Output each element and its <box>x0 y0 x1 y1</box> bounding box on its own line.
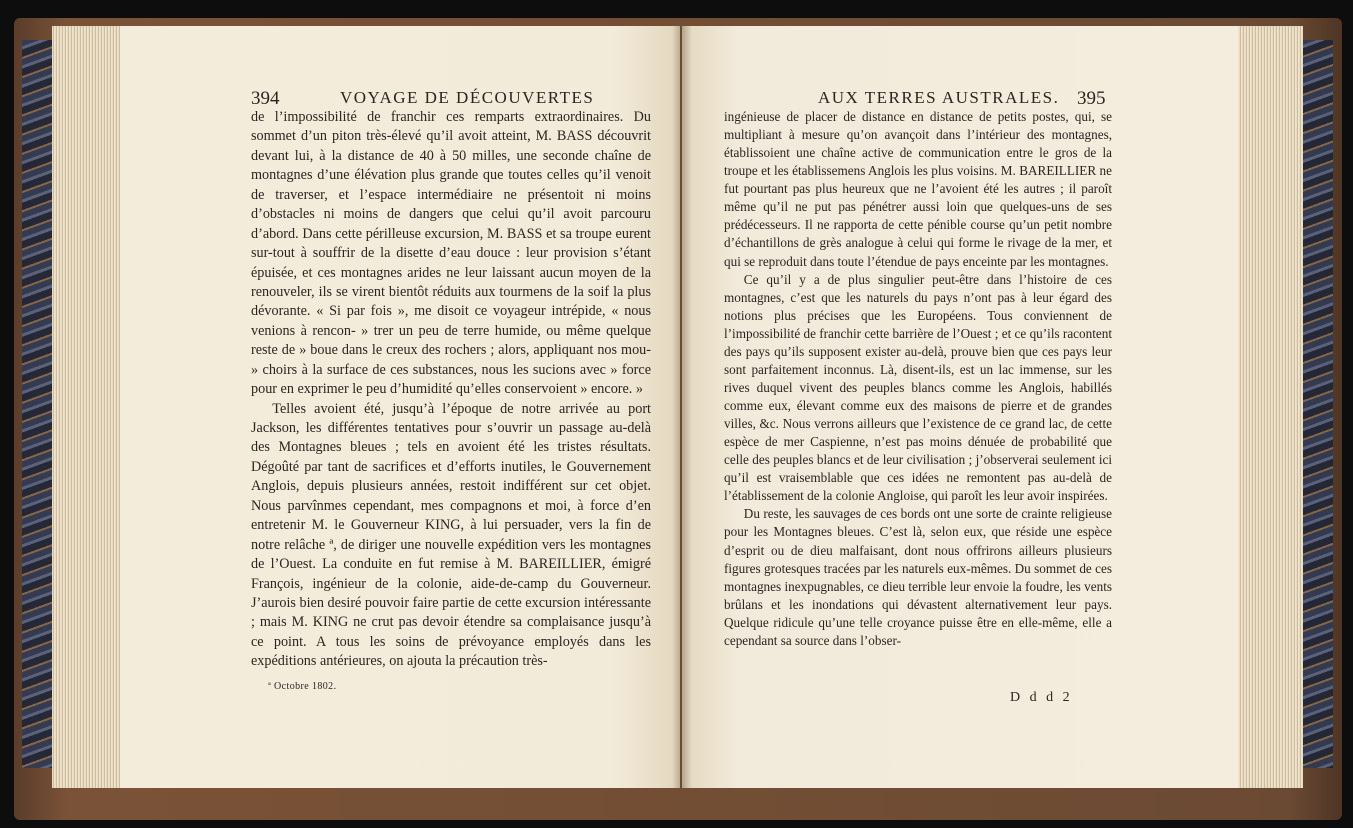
right-paragraph-2: Ce qu’il y a de plus singulier peut-être dans l’histoire de ces montagnes, c’est que les naturels du pays n’ont pas à leur égard des notions plus précises que les Européens. Tous conviennent de l’impossibilité de franchir cette barrière de l’Ouest ; et ce qu’ils racontent des pays qu’ils supposent exister au-delà, prouve bien que ces pays leur sont parfaitement inconnus. Là, disent-ils, est un lac immense, sur les rives duquel vivent des peuples blancs comme les Anglois, habillés comme eux, élevant comme eux des maisons de pierre et de grandes villes, &c. Nous verrons ailleurs que l’existence de ce grand lac, de cette espèce de mer Caspienne, n’est pas moins dénuée de probabilité que celle des peuples blancs et de leur civilisation ; j’observerai seulement ici qu’il est vraisemblable que ces idées ne remontent pas au-delà de l’établissement de la colonie Angloise, qui paroît les leur avoir inspirées. <box>724 271 1112 504</box>
left-running-head: VOYAGE DE DÉCOUVERTES <box>340 88 595 107</box>
left-paragraph-2: Telles avoient été, jusqu’à l’époque de notre arrivée au port Jackson, les différentes tentatives pour s’ouvrir un passage au-delà des Montagnes bleues ; tels en avoient été les tristes résultats. Dégoûté par tant de sacrifices et d’efforts inutiles, le Gouvernement Anglois, depuis plusieurs années, restoit indifférent sur cet objet. Nous parvînmes cependant, mes compagnons et moi, à force d’en entretenir M. le Gouverneur KING, à lui persuader, vers la fin de notre relâche ª, de diriger une nouvelle expédition vers les montagnes de l’Ouest. La conduite en fut remise à M. BAREILLIER, émigré François, ingénieur de la colonie, aide-de-camp du Gouverneur. J’aurois bien desiré pouvoir faire partie de cette excursion intéressante ; mais M. KING ne crut pas devoir étendre sa complaisance jusqu’à ce point. A tous les soins de prévoyance employés dans les expéditions antérieures, on ajouta la précaution très- <box>251 400 651 670</box>
right-page-number: 395 <box>1077 88 1106 109</box>
left-footnote: ª Octobre 1802. <box>268 681 337 692</box>
page-edges-right <box>1233 26 1303 788</box>
left-text-block <box>251 108 651 672</box>
left-page-number: 394 <box>251 88 280 109</box>
signature-mark: D d d 2 <box>1010 690 1073 705</box>
left-paragraph-1: de l’impossibilité de franchir ces remparts extraordinaires. Du sommet d’un piton très-élevé qu’il avoit atteint, M. BASS découvrit devant lui, à la distance de 40 à 50 milles, une seconde chaîne de montagnes d’une élévation plus grande que toutes celles qu’il venoit de traverser, et l’espace intermédiaire ne présentoit ni moins d’obstacles ni moins de dangers que celui qu’il avoit parcouru d’abord. Dans cette périlleuse excursion, M. BASS et sa troupe eurent sur-tout à souffrir de la disette d’eau douce : leur provision s’étant épuisée, et ces montagnes arides ne leur laissant aucun moyen de la renouveler, ils se virent bientôt réduits aux tourmens de la soif la plus dévorante. « Si par fois », me disoit ce voyageur intrépide, « nous venions à rencon- » trer un peu de terre humide, ou même quelque reste de » boue dans le creux des rochers ; alors, appliquant nos mou- » choirs à la surface de ces substances, nous les sucions avec » force pour en exprimer le peu d’humidité qu’elles conservoient » encore. » <box>251 109 651 398</box>
right-paragraph-1: ingénieuse de placer de distance en distance de petits postes, qui, se multipliant à mesure qu’on avançoit dans l’intérieur des montagnes, établissoient une chaîne active de communication entre le gros de la troupe et les établissemens Anglois les plus voisins. M. BAREILLIER ne fut pourtant pas plus heureux que ne l’avoient été les autres ; il paroît même qu’il ne put pas pénétrer aussi loin que quelques-uns de ses prédécesseurs. Il ne rapporta de cette pénible course qu’un petit nombre d’échantillons de grès analogue à celui qui forme le rivage de la mer, et qui se reproduit dans toute l’étendue de pays enceinte par les montagnes. <box>724 109 1112 269</box>
book-gutter <box>672 26 692 788</box>
right-running-head: AUX TERRES AUSTRALES. <box>818 88 1060 107</box>
right-text-block <box>724 108 1112 650</box>
page-edges-left <box>52 26 122 788</box>
marbled-endpaper-left <box>22 40 56 768</box>
right-paragraph-3: Du reste, les sauvages de ces bords ont une sorte de crainte religieuse pour les Montagnes bleues. C’est là, selon eux, que réside une espèce d’esprit ou de dieu malfaisant, dont nous offrirons ailleurs plusieurs figures grotesques tracées par les naturels eux-mêmes. Du sommet de ces montagnes inexpugnables, ce dieu terrible leur envoie la foudre, les vents brûlans et les inondations qui dévastent alternativement leur pays. Quelque ridicule qu’une telle croyance puisse être en elle-même, elle a cependant sa source dans l’obser- <box>724 506 1112 648</box>
marbled-endpaper-right <box>1299 40 1333 768</box>
